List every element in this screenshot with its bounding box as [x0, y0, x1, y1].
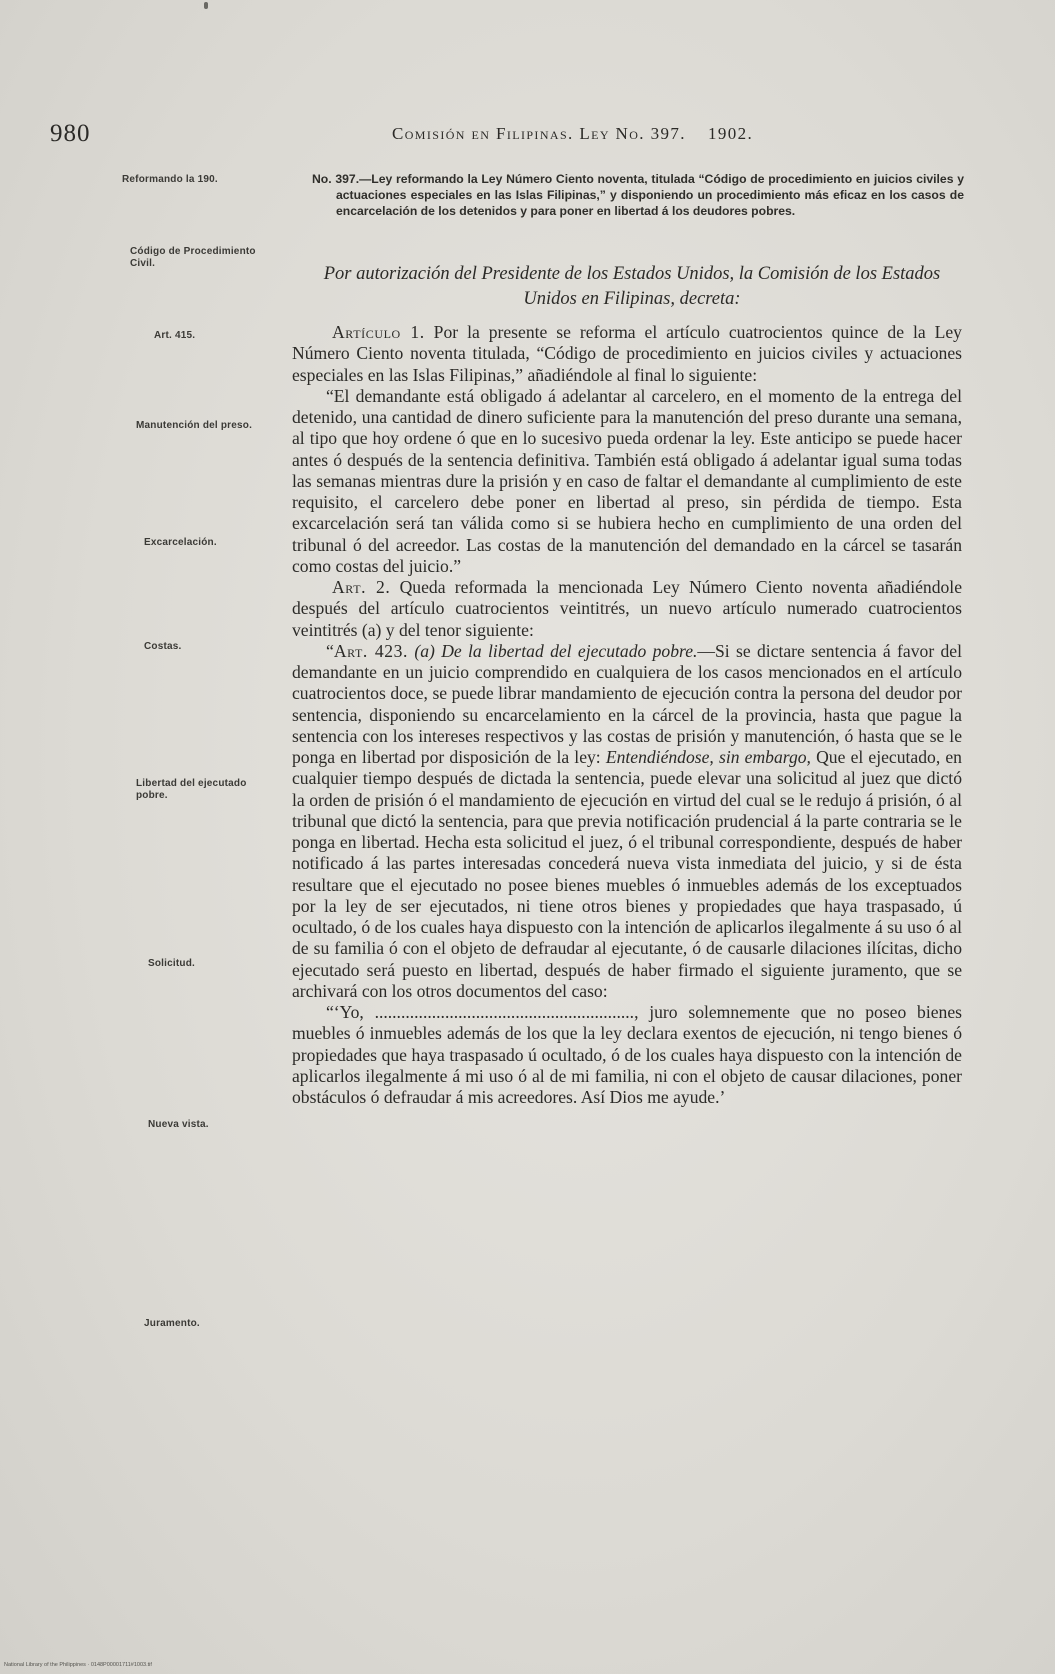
act-title: —Ley reformando la Ley Número Ciento noventa, titulada “Código de procedimiento en juicios civiles y actuaciones especiales en las Islas Filipinas,” y disponiendo un procedimiento más eficaz en los casos de encarcelación de los detenidos y para poner en libertad á los deudores pobres.	[336, 172, 964, 218]
article-2-text: Queda reformada la mencionada Ley Número Ciento noventa añadiéndole después del artículo cuatrocientos veintitrés, un nuevo artículo numerado cuatrocientos veintitrés (a) y del tenor siguiente:	[292, 577, 962, 640]
act-number: No. 397.	[312, 172, 360, 186]
article-1-text: Por la presente se reforma el artículo cuatrocientos quince de la Ley Número Ciento noventa titulada, “Código de procedimiento en juicios civiles y actuaciones especiales en las Islas Filipinas,” añadiéndole al final lo siguiente:	[292, 322, 962, 385]
page-number: 980	[50, 120, 91, 147]
ink-dot	[204, 2, 208, 9]
paragraph-juramento: “‘Yo, ..........................................................., juro solemnemente que no poseo bienes muebles ó inmuebles además de los que la ley declara exentos de ejecución, ni tengo bienes ó propiedades que haya traspasado ú ocultado, ó de los cuales haya dispuesto con la intención de aplicarlos ilegalmente á mi uso ó al de mi familia, ni con el objeto de causar dilaciones, poner obstáculos ó defraudar á mis acreedores. Así Dios me ayude.’	[292, 1002, 962, 1107]
margin-note-costas: Costas.	[144, 641, 182, 652]
margin-note-libertad: Libertad del ejecutado pobre.	[136, 778, 247, 801]
margin-note-manutencion: Manutención del preso.	[136, 420, 253, 431]
act-heading	[312, 172, 964, 219]
running-head-year: 1902.	[707, 124, 754, 143]
article-423a-lead: Art. 423.	[333, 640, 409, 661]
article-423a-text-a: —Si se dictare sentencia á favor del demandante en un juicio comprendido en cualquiera de los casos mencionados en el artículo cuatrocientos doce, se puede librar mandamiento de ejecución contra la persona del deudor por sentencia, disponiendo su encarcelamiento en la cárcel de la provincia, hasta que pague la sentencia con los intereses respectivos y las costas de prisión y manutención, ó hasta que se le ponga en libertad por disposición de la ley:	[292, 640, 962, 767]
article-2-lead: Art. 2.	[332, 577, 391, 597]
paragraph-article-1	[292, 322, 962, 386]
article-423a-open-quote: “	[326, 640, 334, 661]
enacting-clause: Por autorización del Presidente de los Estados Unidos, la Comisión de los Estados Unidos en Filipinas, decreta:	[323, 264, 941, 309]
margin-note-solicitud: Solicitud.	[148, 958, 195, 969]
act-heading-text	[312, 172, 964, 219]
article-1-lead: Artículo 1.	[332, 322, 425, 342]
running-head-law: Ley No. 397.	[579, 124, 686, 143]
paragraph-manutencion: “El demandante está obligado á adelantar al carcelero, en el momento de la entrega del detenido, una cantidad de dinero suficiente para la manutención del preso durante una semana, al tipo que hoy ordene ó que en lo sucesivo pueda ordenar la ley. Este anticipo se puede hacer antes ó después de la sentencia definitiva. También está obligado á adelantar igual suma todas las semanas mientras dure la prisión y en caso de faltar el demandante al cumplimiento de este requisito, el carcelero debe poner en libertad al preso, sin pérdida de tiempo. Esta excarcelación será tan válida como si se hubiera hecho en cumplimiento de una orden del tribunal ó del acreedor. Las costas de la manutención del demandado en la cárcel se tasarán como costas del juicio.”	[292, 385, 962, 576]
scan-footer: National Library of the Philippines · 0148P00001711#1003.tif	[4, 1662, 152, 1668]
article-423a-proviso: Entendiéndose, sin embargo,	[605, 747, 811, 767]
running-head-title: Comisión en Filipinas.	[392, 124, 574, 143]
margin-note-reformando: Reformando la 190.	[122, 174, 218, 185]
margin-note-nueva-vista: Nueva vista.	[148, 1119, 209, 1130]
article-423a-text-b: Que el ejecutado, en cualquier tiempo después de dictada la sentencia, puede elevar una solicitud al juez que dictó la orden de prisión ó el mandamiento de ejecución en virtud del cual se le redujo á prisión, ó al tribunal que dictó la sentencia, para que previa notificación prudencial á la parte contraria se le ponga en libertad. Hecha esta solicitud el juez, ó el tribunal correspondiente, después de haber notificado á las partes interesadas concederá nueva vista inmediata del juicio, y si de ésta resultare que el ejecutado no posee bienes muebles ó inmuebles además de los exceptuados por la ley de ser ejecutados, ni tiene otros bienes y propiedades que haya traspasado, ú ocultado, ó de los cuales haya dispuesto con la intención de aplicarlos ilegalmente á su uso ó al de su familia ó con el objeto de defraudar al ejecutante, ó de causarle dilaciones ilícitas, dicho ejecutado será puesto en libertad, después de haber firmado el siguiente juramento, que se archivará con los otros documentos del caso:	[292, 747, 962, 1001]
paragraph-article-2	[292, 577, 962, 641]
margin-note-codigo: Código de Procedimiento Civil.	[130, 246, 256, 269]
article-423a-title: (a) De la libertad del ejecutado pobre.	[408, 640, 698, 661]
page-header	[50, 120, 980, 150]
paragraph-article-423a	[292, 641, 962, 1002]
running-head	[392, 124, 753, 144]
margin-note-juramento: Juramento.	[144, 1318, 200, 1329]
margin-note-art-415: Art. 415.	[154, 330, 196, 341]
margin-note-excarcelacion: Excarcelación.	[144, 537, 217, 548]
body-text	[292, 322, 962, 1108]
